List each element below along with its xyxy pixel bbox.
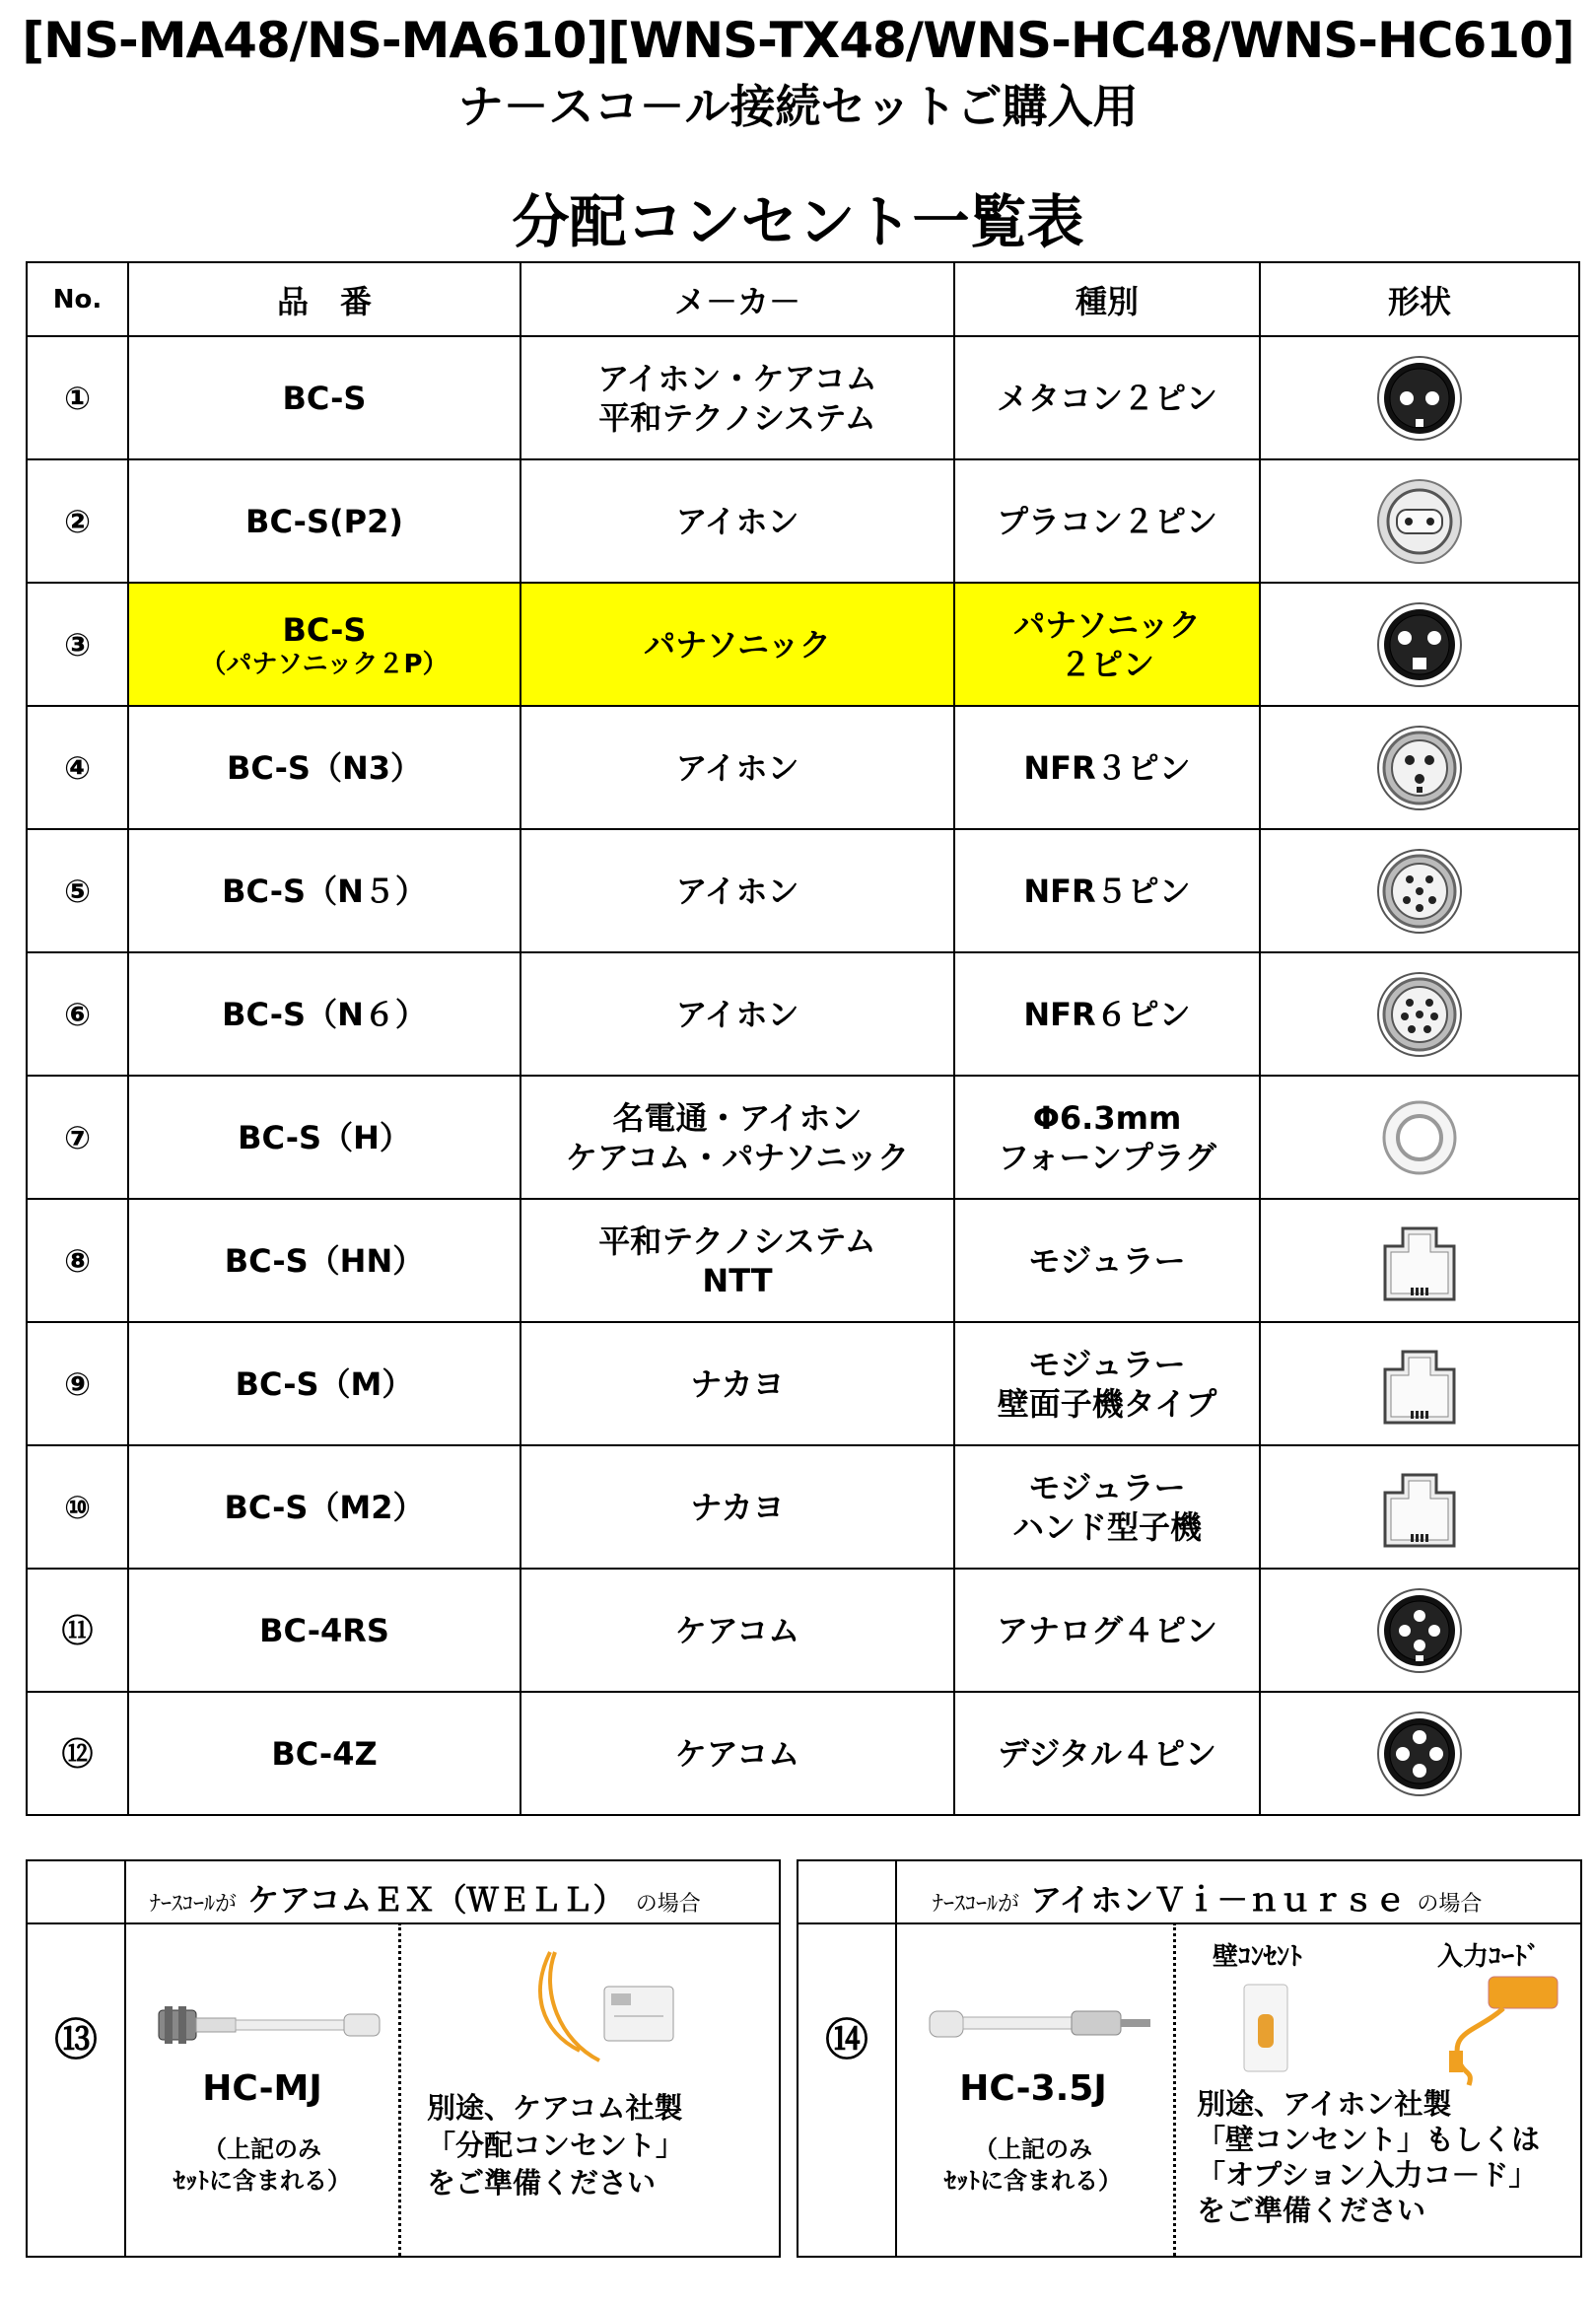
hc-mj-cable-image	[151, 1994, 397, 2054]
box13-desc2: 「分配コンセント」	[427, 2129, 685, 2162]
box13-product: HC-MJ	[202, 2068, 322, 2109]
row-number: ⑦	[27, 1076, 128, 1199]
part-number-text: BC-S（M2）	[224, 1488, 425, 1526]
row-maker	[520, 706, 954, 829]
box13-note2: ｾｯﾄに含まれる）	[173, 2167, 351, 2195]
type-line: NFR３ピン	[1023, 748, 1191, 787]
type-line: アナログ４ピン	[996, 1611, 1217, 1649]
row-part-number	[128, 952, 520, 1076]
part-number-text: BC-S（N3）	[227, 748, 422, 787]
modular-icon	[1261, 1217, 1578, 1305]
row-type	[954, 1199, 1260, 1322]
modular-icon	[1261, 1340, 1578, 1429]
maker-line: ナカヨ	[690, 1488, 785, 1526]
type-line: NFR５ピン	[1023, 872, 1191, 910]
part-number-text: BC-S（N５）	[222, 872, 427, 910]
maker-line: NTT	[702, 1261, 773, 1299]
row-part-number	[128, 1445, 520, 1569]
row-maker	[520, 1199, 954, 1322]
table-header-row	[27, 262, 1579, 336]
row-type	[954, 1445, 1260, 1569]
row-part-number	[128, 706, 520, 829]
box-careacom-ex	[26, 1859, 781, 2258]
table-row	[27, 1199, 1579, 1322]
part-number-text: BC-S（M）	[235, 1364, 414, 1403]
box14-note2: ｾｯﾄに含まれる）	[944, 2167, 1122, 2195]
box14-divider	[1173, 1922, 1176, 2256]
table-row	[27, 336, 1579, 459]
box13-header-prefix: ﾅｰｽｺｰﾙが	[150, 1892, 238, 1917]
row-maker	[520, 952, 954, 1076]
row-part-number	[128, 1076, 520, 1199]
row-part-number	[128, 1569, 520, 1692]
part-number-text: BC-S	[282, 379, 367, 417]
row-shape	[1260, 1076, 1579, 1199]
title-subtitle: ナ－スコ－ル接続セットご購入用	[457, 80, 1139, 133]
table-row	[27, 1076, 1579, 1199]
row-part-number	[128, 583, 520, 706]
maker-line: パナソニック	[644, 625, 831, 664]
col-header-maker: メ－カ－	[520, 262, 954, 336]
box14-header-suffix: の場合	[1417, 1892, 1483, 1917]
row-part-number	[128, 459, 520, 583]
analog-4pin-icon	[1261, 1586, 1578, 1675]
box14-number: ⑭	[825, 2015, 868, 2065]
table-row	[27, 829, 1579, 952]
input-cord-image	[1429, 1972, 1567, 2090]
part-number-text: BC-4Z	[271, 1734, 378, 1773]
table-row	[27, 583, 1579, 706]
row-maker	[520, 1322, 954, 1445]
type-line: ２ピン	[1059, 645, 1154, 683]
nfr-3pin-icon	[1261, 724, 1578, 812]
row-type	[954, 336, 1260, 459]
table-row	[27, 1445, 1579, 1569]
maker-line: アイホン	[675, 995, 799, 1033]
modular-icon	[1261, 1463, 1578, 1552]
type-line: モジュラー	[1028, 1345, 1186, 1383]
wall-outlet-image	[1236, 1980, 1295, 2078]
row-part-number	[128, 1199, 520, 1322]
table-row	[27, 1569, 1579, 1692]
box13-number: ⑬	[54, 2015, 98, 2065]
type-line: 壁面子機タイプ	[997, 1384, 1217, 1423]
row-shape	[1260, 583, 1579, 706]
digital-4pin-icon	[1261, 1710, 1578, 1798]
row-shape	[1260, 1445, 1579, 1569]
maker-line: アイホン	[675, 502, 799, 540]
row-maker	[520, 1445, 954, 1569]
row-shape	[1260, 706, 1579, 829]
row-type	[954, 1322, 1260, 1445]
box14-header-prefix: ﾅｰｽｺｰﾙが	[933, 1892, 1020, 1917]
row-number: ⑪	[27, 1569, 128, 1692]
row-maker	[520, 829, 954, 952]
table-row	[27, 952, 1579, 1076]
row-number: ⑧	[27, 1199, 128, 1322]
box14-label-wall: 壁ｺﾝｾﾝﾄ	[1213, 1942, 1303, 1972]
part-number-text: BC-S（N６）	[222, 995, 427, 1033]
box13-header-main: ケアコムＥＸ（ＷＥＬＬ）	[247, 1881, 625, 1919]
row-number: ⑩	[27, 1445, 128, 1569]
type-line: モジュラー	[1028, 1468, 1186, 1506]
panasonic-2pin-icon	[1261, 600, 1578, 689]
row-number: ⑤	[27, 829, 128, 952]
row-number: ①	[27, 336, 128, 459]
maker-line: 名電通・アイホン	[612, 1098, 863, 1137]
box13-header-text	[150, 1875, 701, 1921]
row-shape	[1260, 1322, 1579, 1445]
row-shape	[1260, 1199, 1579, 1322]
part-number-text: BC-S（HN）	[224, 1241, 425, 1280]
row-maker	[520, 1076, 954, 1199]
maker-line: ケアコム	[674, 1734, 800, 1773]
title-list: 分配コンセント一覧表	[512, 188, 1084, 255]
metacon-2pin-icon	[1261, 354, 1578, 443]
type-line: Φ6.3mm	[1032, 1098, 1182, 1137]
type-line: プラコン２ピン	[996, 502, 1217, 540]
box14-desc4: をご準備ください	[1197, 2194, 1426, 2227]
col-header-type: 種別	[954, 262, 1260, 336]
box14-desc2: 「壁コンセント」もしくは	[1197, 2123, 1541, 2156]
col-header-no: No.	[27, 262, 128, 336]
row-number: ③	[27, 583, 128, 706]
row-part-number	[128, 829, 520, 952]
box14-header-text	[933, 1875, 1482, 1921]
table-row	[27, 1692, 1579, 1815]
row-shape	[1260, 829, 1579, 952]
row-part-number	[128, 1692, 520, 1815]
box13-header-suffix: の場合	[635, 1892, 701, 1917]
hc-35j-cable-image	[922, 1999, 1168, 2049]
row-number: ⑫	[27, 1692, 128, 1815]
part-number-text: BC-4RS	[259, 1611, 389, 1649]
phone-plug-icon	[1261, 1093, 1578, 1182]
row-type	[954, 952, 1260, 1076]
row-maker	[520, 1692, 954, 1815]
row-part-number	[128, 336, 520, 459]
nfr-5pin-icon	[1261, 847, 1578, 936]
box14-desc3: 「オプション入力コ－ド」	[1197, 2158, 1538, 2192]
row-type	[954, 583, 1260, 706]
maker-line: アイホン	[675, 748, 799, 787]
box13-desc3: をご準備ください	[427, 2166, 657, 2200]
careacom-outlet-image	[520, 1932, 698, 2080]
row-number: ②	[27, 459, 128, 583]
maker-line: ケアコム	[674, 1611, 800, 1649]
placon-2pin-icon	[1261, 477, 1578, 566]
type-line: NFR６ピン	[1023, 995, 1191, 1033]
maker-line: 平和テクノシステム	[598, 398, 876, 437]
row-shape	[1260, 1692, 1579, 1815]
row-type	[954, 1692, 1260, 1815]
maker-line: ナカヨ	[690, 1364, 785, 1403]
maker-line: 平和テクノシステム	[598, 1222, 876, 1260]
row-number: ④	[27, 706, 128, 829]
outlet-table	[26, 261, 1580, 1816]
box14-label-cord: 入力ｺｰﾄﾞ	[1437, 1942, 1541, 1972]
col-header-shape: 形状	[1260, 262, 1579, 336]
box13-note1: （上記のみ	[203, 2135, 321, 2163]
row-shape	[1260, 336, 1579, 459]
nfr-6pin-icon	[1261, 970, 1578, 1059]
row-maker	[520, 583, 954, 706]
row-number: ⑥	[27, 952, 128, 1076]
table-row	[27, 1322, 1579, 1445]
type-line: ハンド型子機	[1011, 1507, 1202, 1546]
row-maker	[520, 1569, 954, 1692]
table-row	[27, 459, 1579, 583]
row-maker	[520, 459, 954, 583]
row-type	[954, 706, 1260, 829]
type-line: パナソニック	[1013, 605, 1201, 644]
maker-line: アイホン・ケアコム	[597, 359, 877, 397]
type-line: デジタル４ピン	[997, 1734, 1217, 1773]
part-number-text: BC-S	[282, 610, 367, 649]
part-number-sub: （パナソニック２P）	[200, 649, 449, 679]
part-number-text: BC-S(P2)	[245, 502, 403, 540]
row-part-number	[128, 1322, 520, 1445]
row-shape	[1260, 459, 1579, 583]
maker-line: ケアコム・パナソニック	[565, 1138, 910, 1176]
row-shape	[1260, 1569, 1579, 1692]
col-header-part: 品 番	[128, 262, 520, 336]
box13-desc1: 別途、ケアコム社製	[427, 2091, 683, 2125]
row-shape	[1260, 952, 1579, 1076]
type-line: モジュラー	[1028, 1241, 1186, 1280]
box-aiphone-vinurse	[797, 1859, 1582, 2258]
title-models: [NS-MA48/NS-MA610][WNS-TX48/WNS-HC48/WNS-HC610]	[22, 12, 1574, 69]
type-line: フォーンプラグ	[998, 1138, 1216, 1176]
box14-product: HC-3.5J	[959, 2068, 1107, 2109]
row-number: ⑨	[27, 1322, 128, 1445]
row-type	[954, 829, 1260, 952]
row-maker	[520, 336, 954, 459]
row-type	[954, 1076, 1260, 1199]
box14-desc1: 別途、アイホン社製	[1197, 2087, 1452, 2121]
part-number-text: BC-S（H）	[238, 1118, 411, 1156]
row-type	[954, 459, 1260, 583]
box14-header-main: アイホンＶｉ－ｎｕｒｓｅ	[1030, 1881, 1407, 1919]
maker-line: アイホン	[675, 872, 799, 910]
box14-note1: （上記のみ	[974, 2135, 1092, 2163]
row-type	[954, 1569, 1260, 1692]
type-line: メタコン２ピン	[996, 379, 1217, 417]
table-row	[27, 706, 1579, 829]
